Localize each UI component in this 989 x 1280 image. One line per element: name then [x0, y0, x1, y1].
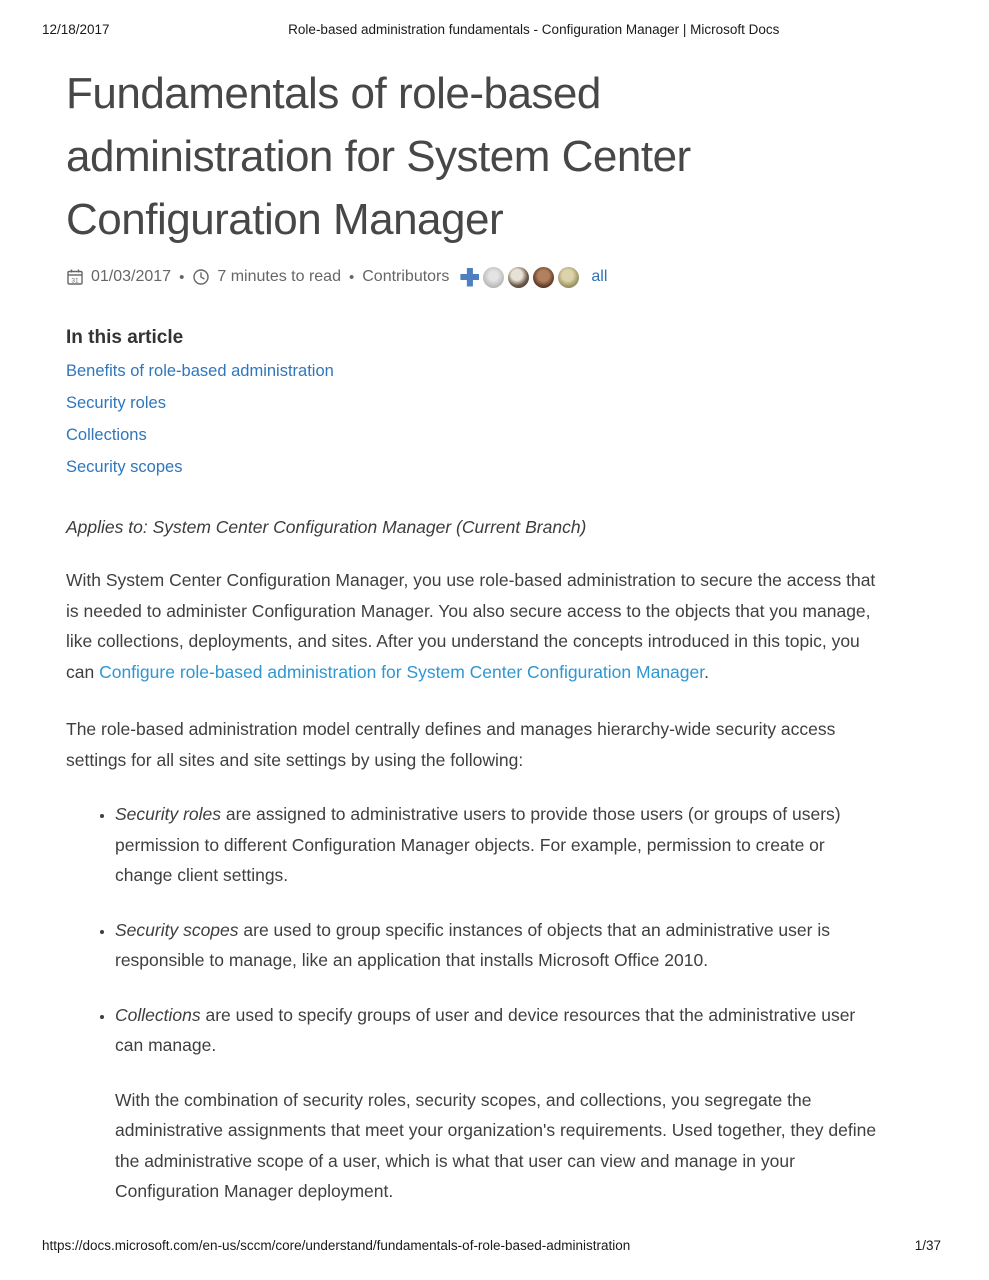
term-security-scopes: Security scopes: [115, 919, 239, 940]
print-footer-url: https://docs.microsoft.com/en-us/sccm/core/understand/fundamentals-of-role-based-administration: [42, 1238, 631, 1253]
meta-read-time: 7 minutes to read: [217, 268, 341, 285]
contributor-avatars: [460, 267, 579, 288]
puzzle-avatar-icon[interactable]: [460, 268, 479, 287]
contributor-avatar[interactable]: [533, 267, 554, 288]
article-meta: [66, 265, 878, 289]
list-item-security-roles: [115, 799, 878, 891]
intro-text: With System Center Configuration Manager, you use role-based administration to secure the access that is needed to administer Configuration Manager. You also secure access to the objects that you manage, like collections, deployments, and sites. After you understand the concepts introduced in this topic, you can: [66, 570, 876, 682]
meta-separator: •: [348, 268, 355, 286]
toc-heading: In this article: [66, 327, 184, 348]
meta-date: 01/03/2017: [91, 268, 172, 285]
contributors-all-link[interactable]: all: [591, 268, 608, 285]
intro-text-end: .: [704, 661, 709, 682]
print-date: 12/18/2017: [42, 22, 110, 37]
print-page-title: Role-based administration fundamentals - Configuration Manager | Microsoft Docs: [288, 22, 780, 37]
list-item-security-scopes: [115, 915, 878, 976]
in-this-article-toc: [66, 327, 878, 477]
meta-contributors-label: Contributors: [362, 268, 450, 285]
article-content: [66, 62, 878, 1207]
toc-link-security-scopes[interactable]: Security scopes: [66, 458, 183, 476]
contributor-avatar[interactable]: [483, 267, 504, 288]
print-header: [42, 22, 947, 40]
applies-to-note: Applies to: System Center Configuration Manager (Current Branch): [66, 517, 587, 537]
list-item-text: are assigned to administrative users to provide those users (or groups of users) permission to different Configuration Manager objects. For example, permission to create or change client settings.: [115, 804, 841, 885]
toc-link-security-roles[interactable]: Security roles: [66, 394, 166, 412]
toc-link-collections[interactable]: Collections: [66, 426, 147, 444]
contributor-avatar[interactable]: [508, 267, 529, 288]
contributor-avatar[interactable]: [558, 267, 579, 288]
list-item-collections: [115, 1000, 878, 1061]
svg-text:31: 31: [71, 277, 79, 285]
print-footer: [42, 1238, 941, 1256]
list-item-text: are used to specify groups of user and device resources that the administrative user can manage.: [115, 1004, 856, 1055]
intro-paragraph: [66, 565, 878, 687]
model-paragraph: The role-based administration model centrally defines and manages hierarchy-wide security access settings for all sites and site settings by using the following:: [66, 719, 836, 770]
configure-rba-link[interactable]: Configure role-based administration for System Center Configuration Manager: [99, 661, 705, 682]
list-item-text: are used to group specific instances of objects that an administrative user is responsible to manage, like an application that installs Microsoft Office 2010.: [115, 919, 830, 970]
print-page-number: 1/37: [914, 1238, 941, 1253]
toc-link-benefits[interactable]: Benefits of role-based administration: [66, 362, 334, 380]
closing-paragraph: With the combination of security roles, security scopes, and collections, you segregate the administrative assignments that meet your organization's requirements. Used together, they define the administrative scope of a user, which is what that user can view and manage in your Configuration Manager deployment.: [115, 1089, 877, 1201]
page-title: Fundamentals of role-based administration for System Center Configuration Manager: [66, 69, 691, 244]
term-security-roles: Security roles: [115, 804, 222, 824]
calendar-icon: [66, 268, 84, 286]
term-collections: Collections: [115, 1004, 201, 1025]
clock-icon: [192, 268, 210, 286]
rba-components-list: [66, 799, 878, 1061]
meta-separator: •: [179, 268, 185, 286]
